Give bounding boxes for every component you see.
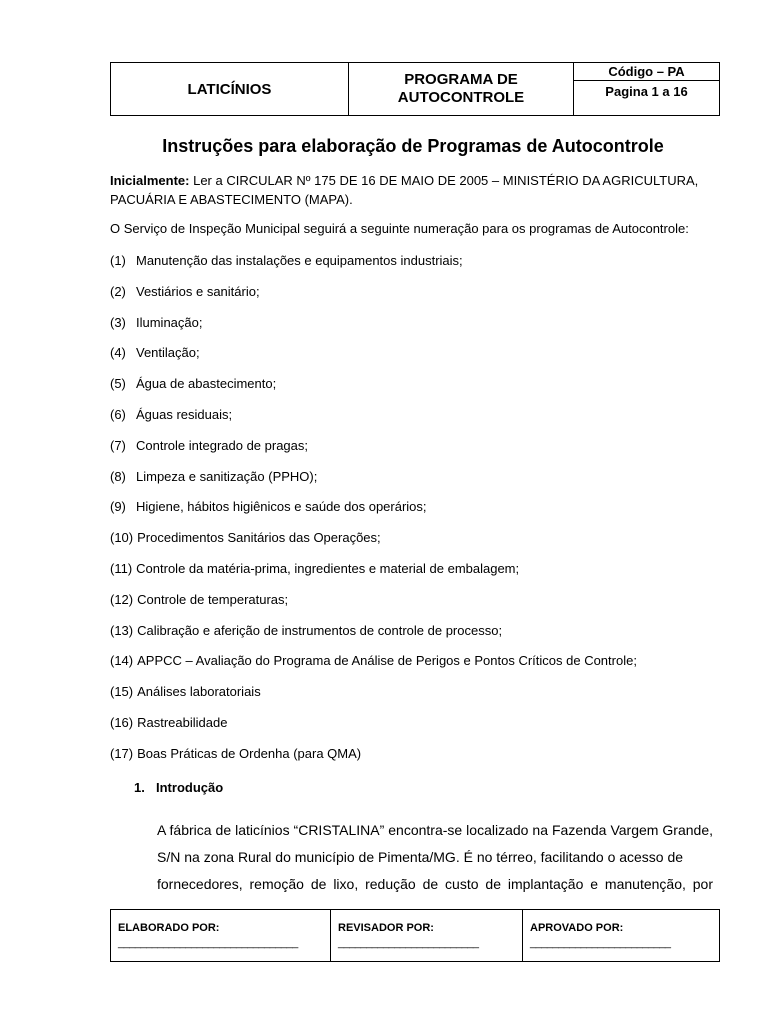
list-item [110,529,720,560]
list-item-text: Procedimentos Sanitários das Operações; [137,530,381,546]
list-item [110,652,720,683]
list-item-number: (6) [110,406,126,422]
elaborated-by-label: ELABORADO POR: [118,922,220,934]
list-item [110,622,720,653]
list-item-text: Água de abastecimento; [136,376,277,392]
list-item-text: Higiene, hábitos higiênicos e saúde dos operários; [136,499,427,515]
intro-paragraph [110,171,710,209]
list-item-text: Águas residuais; [136,406,233,422]
list-item-text: Calibração e aferição de instrumentos de controle de processo; [137,622,503,638]
list-item-number: (3) [110,314,126,330]
list-item-text: Manutenção das instalações e equipamentos industriais; [136,253,463,268]
list-item-text: Análises laboratoriais [137,684,261,700]
list-item-text: Vestiários e sanitário; [136,283,260,299]
list-item [110,375,720,406]
list-item [110,283,720,314]
program-cell [349,63,574,115]
list-item-text: Controle de temperaturas; [137,591,289,607]
intro-text: Ler a CIRCULAR Nº 175 DE 16 DE MAIO DE 2005 – MINISTÉRIO DA AGRICULTURA, PACUÁRIA E ABASTECIMENTO (MAPA). [110,173,699,207]
list-item-text: Ventilação; [136,345,200,361]
list-item-number: (9) [110,499,126,515]
paragraph-last-line: fornecedores, remoção de lixo, redução de custo de implantação e manutenção, por [157,876,713,892]
program-line-2: AUTOCONTROLE [397,89,525,106]
approved-by-cell [523,910,719,961]
list-item-number: (10) [110,530,134,546]
list-item [110,498,720,529]
program-list [110,252,720,776]
company-name: LATICÍNIOS [187,80,272,98]
list-item-number: (13) [110,622,134,638]
program-line-1: PROGRAMA DE [404,71,518,88]
list-item [110,714,720,745]
list-item-text: Iluminação; [136,314,203,330]
list-item-number: (15) [110,684,134,700]
list-item [110,745,720,776]
list-item [110,468,720,499]
page-count: Pagina 1 a 16 [605,84,688,99]
intro-label: Inicialmente: [110,173,190,188]
code-cell [574,63,719,115]
list-item-number: (17) [110,745,134,761]
company-cell [111,63,349,115]
list-item [110,314,720,345]
list-item-number: (7) [110,437,126,453]
list-item-number: (16) [110,714,134,730]
list-item-number: (5) [110,376,126,392]
list-item-number: (4) [110,345,126,361]
intro-section-paragraph [157,817,713,898]
list-item-number: (11) [110,560,133,576]
list-item [110,252,720,283]
list-item-number: (14) [110,653,134,669]
list-item-text: Rastreabilidade [137,714,228,730]
list-item [110,437,720,468]
list-item-number: (8) [110,468,126,484]
numbering-subtitle: O Serviço de Inspeção Municipal seguirá a seguinte numeração para os programas de Autocontrole: [110,221,689,236]
list-item-text: Boas Práticas de Ordenha (para QMA) [137,745,362,761]
elaborated-by-cell [111,910,331,961]
signature-table [110,909,720,962]
list-item-text: APPCC – Avaliação do Programa de Análise de Perigos e Pontos Críticos de Controle; [137,653,637,669]
reviewed-by-cell [331,910,523,961]
list-item-text: Limpeza e sanitização (PPHO); [136,468,318,484]
list-item-number: (12) [110,591,134,607]
list-item [110,406,720,437]
reviewed-by-label: REVISADOR POR: [338,922,434,934]
list-item [110,344,720,375]
list-item-text: Controle da matéria-prima, ingredientes e material de embalagem; [136,560,520,576]
section-heading [134,780,223,795]
list-item [110,591,720,622]
section-number: 1. [134,780,145,795]
approved-by-label: APROVADO POR: [530,922,624,934]
list-item [110,683,720,714]
list-item [110,560,720,591]
list-item-number: (1) [110,253,126,268]
header-table [110,62,720,116]
document-title: Instruções para elaboração de Programas de Autocontrole [162,136,664,156]
reviewed-by-signature-line: _________________________ [338,937,479,949]
document-code: Código – PA [574,63,719,81]
approved-by-signature-line: _________________________ [530,937,671,949]
section-title: Introdução [156,780,224,795]
list-item-number: (2) [110,283,126,299]
list-item-text: Controle integrado de pragas; [136,437,309,453]
elaborated-by-signature-line: ________________________________ [118,937,298,949]
paragraph-text: A fábrica de laticínios “CRISTALINA” encontra-se localizado na Fazenda Vargem Grande, S/N na zona Rural do município de Pimenta/MG. É no térreo, facilitando o acesso de [157,822,713,865]
